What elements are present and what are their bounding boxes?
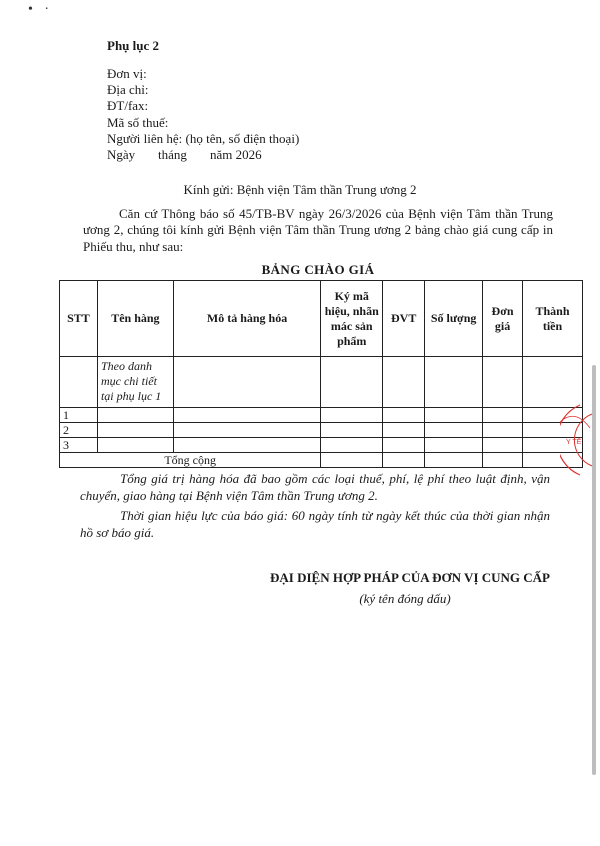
recipient-line: Kính gửi: Bệnh viện Tâm thần Trung ương 2 [183, 182, 417, 197]
validity-note: Thời gian hiệu lực của báo giá: 60 ngày tính từ ngày kết thúc của thời gian nhận hồ sơ báo giá. [80, 508, 550, 540]
unit-line: Đơn vị: [107, 66, 147, 81]
address-line: Địa chỉ: [107, 82, 149, 98]
red-stamp-fragment [560, 400, 600, 480]
intro-paragraph: Căn cứ Thông báo số 45/TB-BV ngày 26/3/2026 của Bệnh viện Tâm thần Trung ương 2, chúng tôi kính gửi Bệnh viện Tâm thần Trung ương 2 bảng chào giá cung cấp in Phiếu thu, như sau: [83, 206, 553, 254]
date-year-label: năm 2026 [210, 147, 262, 163]
row-number: 2 [60, 423, 98, 438]
row-number: 1 [60, 408, 98, 423]
col-model-code: Ký mã hiệu, nhãn mác sản phẩm [321, 281, 383, 357]
phone-fax-line: ĐT/fax: [107, 98, 149, 114]
total-row [60, 453, 583, 468]
col-item-name: Tên hàng [97, 281, 173, 357]
stamp-text: Y TẾ [566, 439, 582, 446]
price-inclusion-note: Tổng giá trị hàng hóa đã bao gồm các loại thuế, phí, lệ phí theo luật định, vận chuyển, giao hàng tại Bệnh viện Tâm thần Trung ương 2. [80, 471, 550, 503]
table-header-row [60, 281, 583, 357]
appendix-heading: Phụ lục 2 [107, 38, 160, 53]
table-title: BẢNG CHÀO GIÁ [261, 262, 375, 277]
col-stt: STT [60, 281, 98, 357]
signature-instruction: (ký tên đóng dấu) [359, 591, 451, 606]
table-row [60, 408, 583, 423]
col-amount: Thành tiền [523, 281, 583, 357]
sender-info-block [107, 66, 299, 163]
date-day-label: Ngày [107, 147, 136, 163]
col-quantity: Số lượng [425, 281, 483, 357]
col-description: Mô tả hàng hóa [173, 281, 321, 357]
tax-code-line: Mã số thuế: [107, 114, 169, 130]
table-row [60, 357, 583, 408]
table-row [60, 423, 583, 438]
table-row [60, 438, 583, 453]
date-line [107, 147, 299, 163]
col-unit-price: Đơn giá [483, 281, 523, 357]
row-number: 3 [60, 438, 98, 453]
representative-title: ĐẠI DIỆN HỢP PHÁP CỦA ĐƠN VỊ CUNG CẤP [270, 570, 550, 585]
see-appendix-note: Theo danh mục chi tiết tại phụ lục 1 [97, 357, 173, 408]
total-label: Tổng cộng [60, 453, 321, 468]
date-month-label: tháng [158, 147, 187, 163]
marker-dots: • · [28, 2, 54, 17]
col-unit: ĐVT [383, 281, 425, 357]
contact-line: Người liên hệ: (họ tên, số điện thoại) [107, 130, 300, 146]
price-quote-table [59, 280, 583, 468]
